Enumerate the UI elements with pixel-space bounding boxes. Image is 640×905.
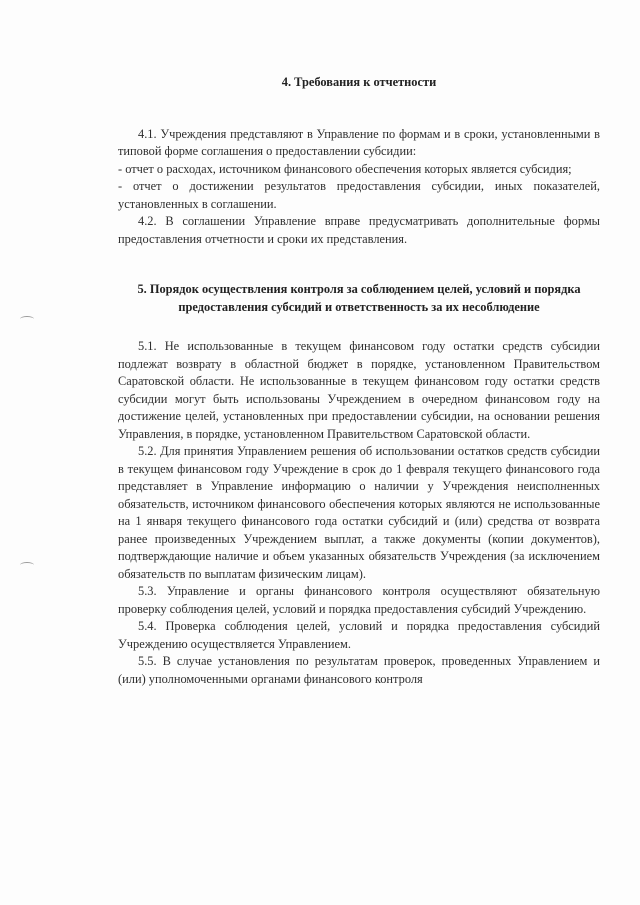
paragraph-4-1: 4.1. Учреждения представляют в Управление по формам и в сроки, установленными в типовой форме соглашения о предоставлении субсидии: [118, 126, 600, 158]
margin-mark [20, 562, 34, 568]
margin-mark [20, 316, 34, 322]
paragraph-5-3: 5.3. Управление и органы финансового контроля осуществляют обязательную проверку соблюдения целей, условий и порядка предоставления субсидий Учреждению. [118, 584, 600, 616]
paragraph-5-1: 5.1. Не использованные в текущем финансовом году остатки средств субсидии подлежат возврату в областной бюджет в порядке, установленном Правительством Саратовской области. Не использованные в текущем финансовом году остатки средств субсидии могут быть использованы Учреждением в очередном финансовом году на достижение целей, установленных при предоставлении субсидии, на основании решения Управления, в порядке, установленном Правительством Саратовской области. [118, 339, 600, 441]
section-heading-control: 5. Порядок осуществления контроля за соблюдением целей, условий и порядка предоставления субсидий и ответственность за их несоблюдение [137, 282, 581, 314]
list-item-expense-report: - отчет о расходах, источником финансового обеспечения которых является субсидия; [118, 161, 572, 176]
paragraph-4-2: 4.2. В соглашении Управление вправе предусматривать дополнительные формы предоставления отчетности и сроки их представления. [118, 214, 600, 246]
paragraph-5-5: 5.5. В случае установления по результатам проверок, проведенных Управлением и (или) уполномоченными органами финансового контроля [118, 654, 600, 686]
paragraph-5-2: 5.2. Для принятия Управлением решения об использовании остатков средств субсидии в текущем финансовом году Учреждение в срок до 1 февраля текущего финансового года представляет в Управление информацию о наличии у Учреждения неисполненных обязательств, источником финансового обеспечения которых являются не использованные на 1 января текущего финансового года остатки субсидий и (или) средства от возврата ранее произведенных Учреждением выплат, а также документы (копии документов), подтверждающие наличие и объем указанных обязательств Учреждения (за исключением обязательств по выплатам физическим лицам). [118, 444, 600, 581]
section-heading-reporting: 4. Требования к отчетности [281, 75, 437, 89]
paragraph-5-4: 5.4. Проверка соблюдения целей, условий и порядка предоставления субсидий Учреждению осуществляется Управлением. [118, 619, 600, 651]
list-item-results-report: - отчет о достижении результатов предоставления субсидии, иных показателей, установленных в соглашении. [118, 179, 600, 211]
document-body [118, 74, 600, 688]
